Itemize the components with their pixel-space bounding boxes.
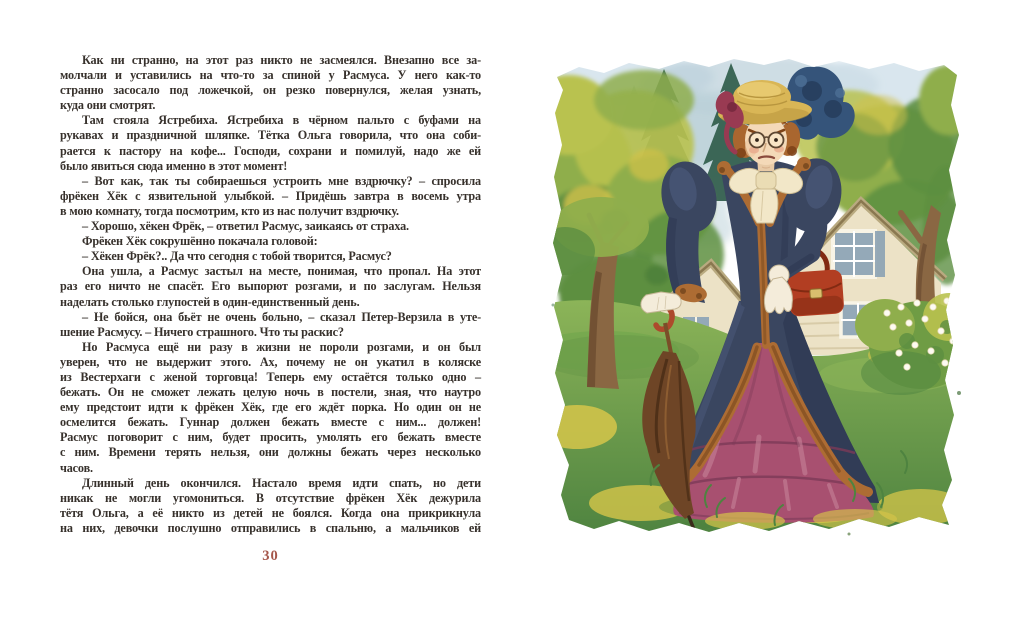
paragraph [60,310,481,340]
text-line: бежать. Он не сможет лежать целую ночь в постели, зная, что наутро [60,385,481,400]
text-line: Но Расмуса ещё ни разу в жизни не пороли розгами, и он был [82,339,481,354]
paragraph [60,340,481,476]
text-line: никак не могли угомониться. В отсутствие фрёкен Хёк дежурила [60,490,481,505]
text-line: Она ушла, а Расмус застыл на месте, понимая, что пропал. На этот [82,264,481,279]
paragraph [60,219,481,234]
text-line: Как ни странно, на этот раз никто не засмеялся. Внезапно все за- [82,53,481,67]
text-line: – Хорошо, хёкен Фрёк, – ответил Расмус, заикаясь от страха. [82,219,409,234]
text-line: часов. [60,460,93,475]
text-line: на них, девочки послушно отправились в спальню, а мальчиков ей [60,520,481,535]
text-line: Расмус поговорит с ним, будет просить, умолять его бежать вместе [60,430,481,445]
text-line: рается к пастору на кофе... Господи, сохрани и помилуй, надо же ей [60,143,481,158]
text-line: – Вот как, так ты собираешься устроить мне вздрючку? – спросила [82,173,481,188]
text-line: Фрёкен Хёк сокрушённо покачала головой: [82,234,318,249]
text-line: осмелится бежать. Гуннар должен бежать вместе с ним... должен! [60,415,481,430]
paragraph [60,53,481,113]
book-illustration [549,55,965,537]
text-line: тётя Ольга, а её никто из детей не боялся. Когда она прикрикнула [60,505,481,520]
text-line: ему предстоит идти к фрёкен Хёк, где его ждёт порка. Но один он не [60,400,481,415]
paragraph [60,264,481,309]
text-line: в мою комнату, тогда посмотрим, кто из нас получит вздрючку. [60,203,399,218]
text-column [60,53,481,536]
text-line: было явиться сюда именно в этот момент! [60,158,288,173]
paragraph [60,234,481,249]
text-line: раз его ничто не спасёт. Его выпорют розгами, и по заслугам. Нельзя [60,279,481,294]
text-line: Длинный день окончился. Настало время идти спать, но дети [82,475,481,490]
text-line: – Хёкен Фрёк?.. Да что сегодня с тобой творится, Расмус? [82,249,392,264]
text-line: молчали и уставились на что-то за спиной у Расмуса. У него как-то [60,68,481,83]
text-line: фрёкен Хёк с язвительной улыбкой. – Придёшь завтра в восемь утра [60,188,481,203]
text-line: с ним. Времени терять нельзя, они должны бежать через несколько [60,445,481,460]
paragraph [60,476,481,536]
text-line: наделать столько глупостей в один-единственный день. [60,294,360,309]
text-line: рукавах и праздничной шляпке. Тётка Ольга говорила, что она соби- [60,128,481,143]
text-line: уверен, что не выдержит этого. Ах, почему не он укатил в коляске [60,354,481,369]
text-line: из Вестерхаги с женой торговца! Теперь ему остаётся только одно – [60,369,481,384]
paragraph [60,113,481,173]
text-line: странно засосало под ложечкой, он резко повернулся, желая узнать, [60,83,481,98]
paragraph [60,174,481,219]
page-number: 30 [262,548,279,564]
text-line: куда они смотрят. [60,98,156,113]
paragraph [60,249,481,264]
text-line: шение Расмусу. – Ничего страшного. Что ты раскис? [60,324,344,339]
text-line: Там стояла Ястребиха. Ястребиха в чёрном пальто с буфами на [82,113,481,128]
rose-bush [855,293,965,395]
text-line: – Не бойся, она бьёт не очень больно, – сказал Петер-Верзила в уте- [82,309,481,324]
